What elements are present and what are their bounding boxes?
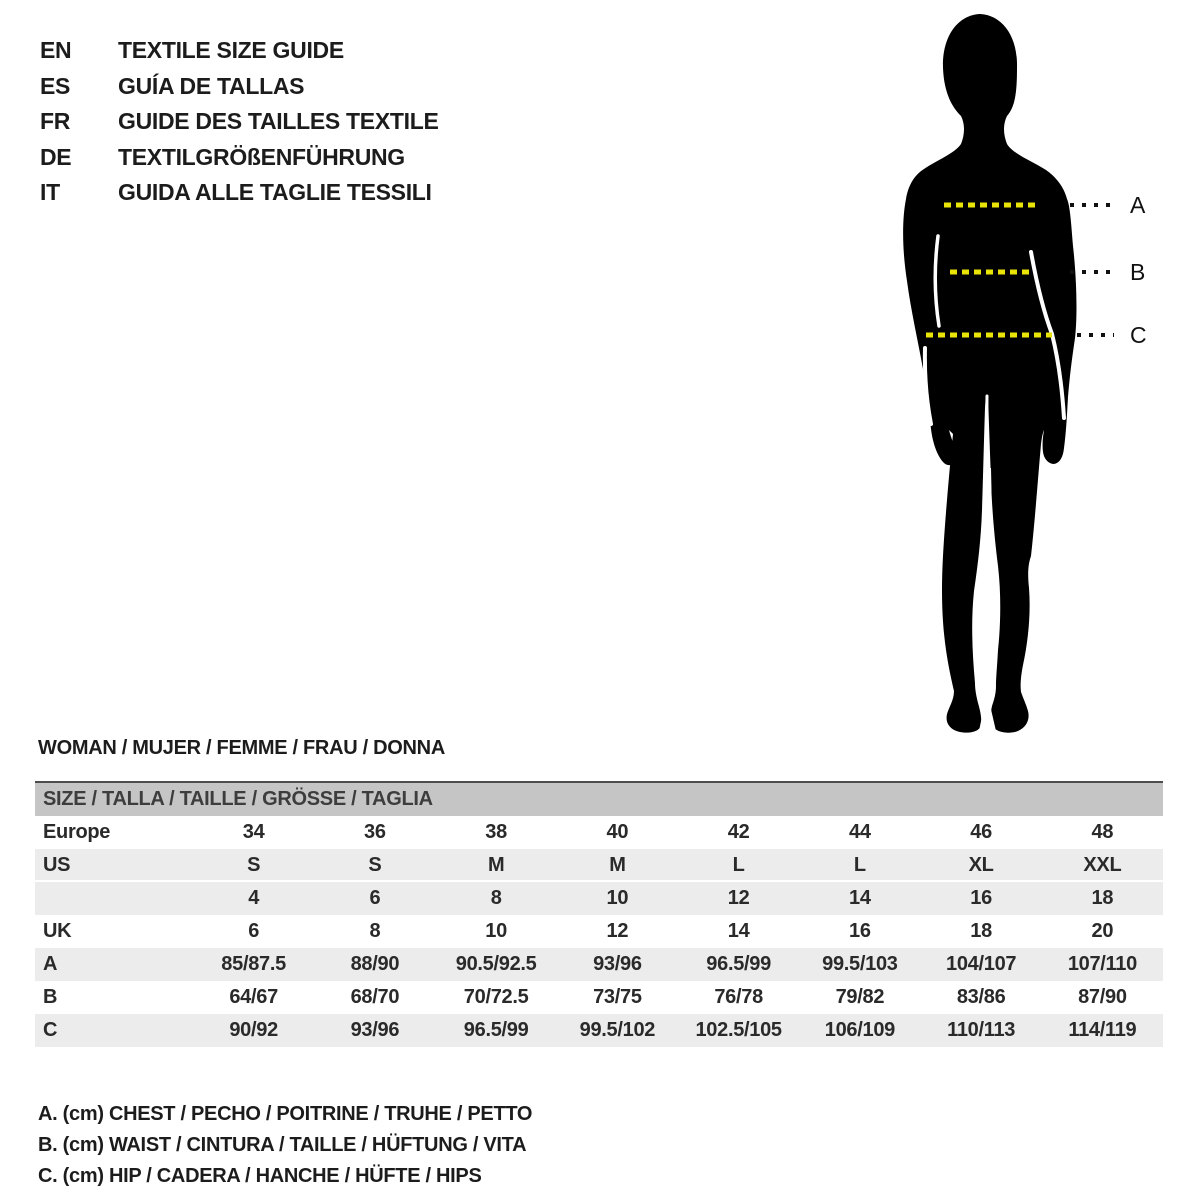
table-row-label: UK bbox=[43, 920, 72, 942]
table-cell: 6 bbox=[369, 887, 381, 909]
table-cell: 16 bbox=[849, 920, 871, 942]
table-cell: 114/119 bbox=[1068, 1019, 1137, 1041]
table-cell: 18 bbox=[970, 920, 992, 942]
language-row bbox=[40, 175, 439, 211]
table-cell: 79/82 bbox=[835, 986, 885, 1008]
legend-line-chest: A. (cm) CHEST / PECHO / POITRINE / TRUHE / PETTO bbox=[38, 1103, 533, 1125]
table-row-label: US bbox=[43, 854, 71, 876]
table-cell: 6 bbox=[248, 920, 260, 942]
section-title: WOMAN / MUJER / FEMME / FRAU / DONNA bbox=[38, 737, 445, 759]
language-label: GUÍA DE TALLAS bbox=[118, 72, 305, 99]
table-cell: 96.5/99 bbox=[706, 953, 771, 975]
table-cell: 70/72.5 bbox=[463, 986, 529, 1008]
leg-gap-knees bbox=[983, 468, 992, 600]
language-row bbox=[40, 140, 439, 176]
table-cell: 44 bbox=[849, 821, 871, 843]
table-cell: XXL bbox=[1083, 854, 1122, 876]
table-row-label: A bbox=[43, 953, 58, 975]
table-row-label: C bbox=[43, 1019, 58, 1041]
table-cell: 93/96 bbox=[350, 1019, 400, 1041]
marker-label-a: A bbox=[1130, 192, 1146, 218]
table-cell: M bbox=[487, 854, 505, 876]
table-cell: 87/90 bbox=[1078, 986, 1127, 1008]
leg-gap-upper bbox=[987, 396, 988, 466]
language-label: GUIDA ALLE TAGLIE TESSILI bbox=[118, 179, 432, 206]
table-row bbox=[35, 981, 1163, 1014]
legend-line-hip: C. (cm) HIP / CADERA / HANCHE / HÜFTE / HIPS bbox=[38, 1165, 482, 1187]
table-cell: XL bbox=[968, 854, 994, 876]
language-label: TEXTILGRÖßENFÜHRUNG bbox=[118, 143, 405, 170]
table-cell: 8 bbox=[369, 920, 381, 942]
language-row bbox=[40, 33, 439, 69]
table-cell: 48 bbox=[1091, 821, 1114, 843]
table-cell: 12 bbox=[727, 887, 750, 909]
woman-silhouette bbox=[903, 14, 1076, 733]
table-cell: 68/70 bbox=[350, 986, 400, 1008]
marker-label-b: B bbox=[1130, 259, 1146, 285]
table-cell: 96.5/99 bbox=[463, 1019, 529, 1041]
table-cell: 16 bbox=[970, 887, 992, 909]
table-cell: 99.5/103 bbox=[822, 953, 898, 975]
language-code: DE bbox=[40, 143, 72, 170]
language-row bbox=[40, 104, 439, 140]
table-row bbox=[35, 915, 1163, 948]
table-cell: 14 bbox=[849, 887, 871, 909]
language-code: ES bbox=[40, 72, 71, 99]
language-code: FR bbox=[40, 108, 71, 135]
table-row bbox=[35, 1014, 1163, 1047]
marker-label-c: C bbox=[1130, 322, 1147, 348]
table-cell: 104/107 bbox=[946, 953, 1017, 975]
table-cell: 20 bbox=[1091, 920, 1114, 942]
table-row bbox=[35, 816, 1163, 849]
table-cell: 107/110 bbox=[1067, 953, 1137, 975]
table-cell: 12 bbox=[606, 920, 629, 942]
table-cell: 10 bbox=[606, 887, 629, 909]
language-label: GUIDE DES TAILLES TEXTILE bbox=[118, 108, 439, 135]
table-cell: L bbox=[732, 854, 745, 876]
language-row bbox=[40, 69, 439, 105]
table-cell: 18 bbox=[1091, 887, 1114, 909]
table-row bbox=[35, 849, 1163, 882]
measurement-figure bbox=[880, 0, 1200, 745]
language-label: TEXTILE SIZE GUIDE bbox=[118, 37, 344, 64]
table-cell: 73/75 bbox=[593, 986, 642, 1008]
size-table-header: SIZE / TALLA / TAILLE / GRÖSSE / TAGLIA bbox=[35, 783, 1163, 816]
table-row bbox=[35, 948, 1163, 981]
legend-line-waist: B. (cm) WAIST / CINTURA / TAILLE / HÜFTUNG / VITA bbox=[38, 1134, 527, 1156]
table-cell: 36 bbox=[364, 821, 386, 843]
table-cell: 76/78 bbox=[714, 986, 763, 1008]
table-cell: 106/109 bbox=[824, 1019, 895, 1041]
table-cell: 38 bbox=[485, 821, 507, 843]
table-cell: 110/113 bbox=[947, 1019, 1016, 1041]
table-cell: 90/92 bbox=[229, 1019, 278, 1041]
language-code: IT bbox=[40, 179, 60, 206]
table-cell: L bbox=[853, 854, 866, 876]
measurement-legend bbox=[38, 1099, 532, 1192]
size-table bbox=[35, 781, 1163, 1047]
table-cell: S bbox=[368, 854, 382, 876]
table-cell: 99.5/102 bbox=[579, 1019, 656, 1041]
table-cell: 83/86 bbox=[956, 986, 1006, 1008]
leg-gap-lower bbox=[985, 602, 987, 686]
table-cell: 4 bbox=[248, 887, 260, 909]
table-cell: S bbox=[247, 854, 261, 876]
table-cell: 14 bbox=[727, 920, 750, 942]
language-code: EN bbox=[40, 37, 72, 64]
table-cell: 64/67 bbox=[229, 986, 278, 1008]
table-cell: 10 bbox=[485, 920, 507, 942]
language-title-block bbox=[40, 33, 439, 211]
table-cell: M bbox=[609, 854, 626, 876]
table-row bbox=[35, 882, 1163, 915]
table-cell: 42 bbox=[727, 821, 750, 843]
table-cell: 34 bbox=[242, 821, 265, 843]
table-cell: 40 bbox=[606, 821, 629, 843]
table-cell: 46 bbox=[970, 821, 992, 843]
table-cell: 102.5/105 bbox=[695, 1019, 782, 1041]
table-cell: 88/90 bbox=[350, 953, 400, 975]
table-row-label: Europe bbox=[43, 821, 111, 843]
table-row-label bbox=[35, 882, 193, 915]
table-cell: 93/96 bbox=[593, 953, 642, 975]
table-row-label: B bbox=[43, 986, 58, 1008]
table-cell: 8 bbox=[490, 887, 502, 909]
size-table-body bbox=[35, 816, 1163, 1047]
table-cell: 90.5/92.5 bbox=[455, 953, 537, 975]
table-cell: 85/87.5 bbox=[221, 953, 286, 975]
